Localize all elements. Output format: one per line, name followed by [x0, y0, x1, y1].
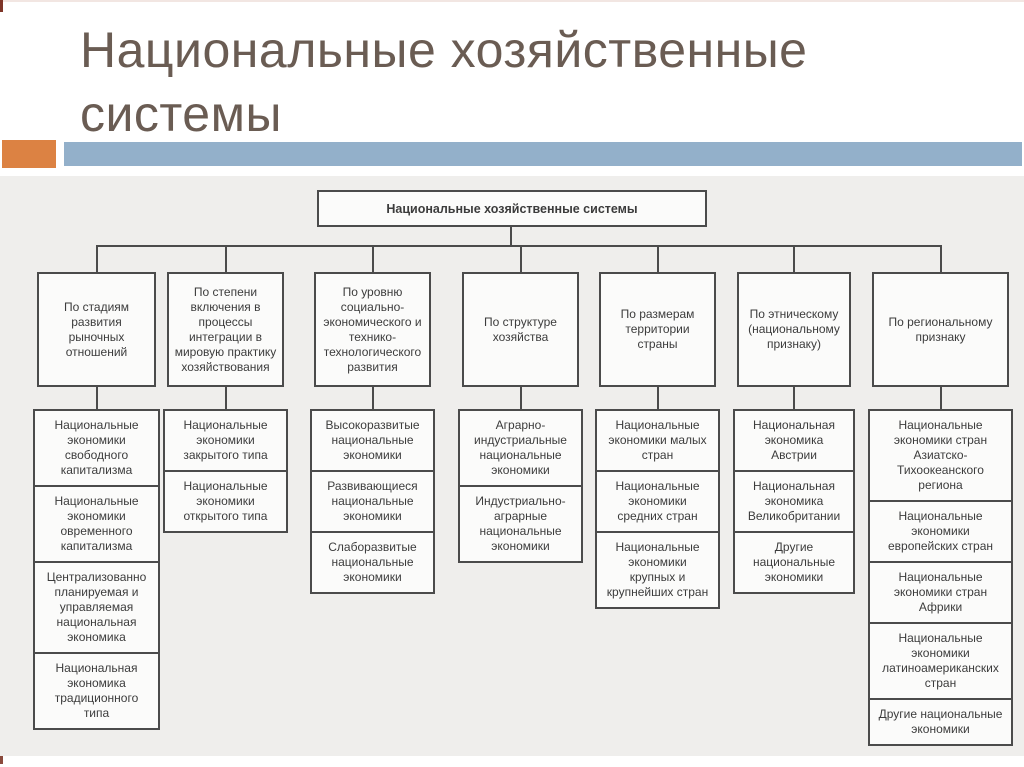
root-connector-stub: [510, 227, 512, 245]
column-header: По степени включения в процессы интеграции в мировую практику хозяйствования: [167, 272, 284, 387]
column-header: По региональному признаку: [872, 272, 1009, 387]
category-box: Национальные экономики малых стран: [595, 409, 720, 472]
category-box: Национальные экономики закрытого типа: [163, 409, 288, 472]
diagram: [0, 176, 1024, 756]
column-header: По уровню социально-экономического и технико-технологического развития: [314, 272, 431, 387]
page-title: Национальные хозяйственные системы: [80, 22, 808, 142]
diagram-column-5: [595, 272, 720, 609]
category-box: Национальная экономика Австрии: [733, 409, 855, 472]
category-box: Слаборазвитые национальные экономики: [310, 531, 435, 594]
category-box: Национальная экономика традиционного типа: [33, 652, 160, 730]
connector-stub: [225, 387, 227, 409]
diagram-column-1: [33, 272, 160, 730]
diagram-column-4: [458, 272, 583, 563]
root-box: Национальные хозяйственные системы: [317, 190, 707, 227]
column-children: [595, 409, 720, 609]
category-box: Национальные экономики овременного капитализма: [33, 485, 160, 563]
diagram-column-2: [163, 272, 288, 533]
category-box: Другие национальные экономики: [868, 698, 1013, 746]
column-children: [310, 409, 435, 594]
column-header: По этническому (национальному признаку): [737, 272, 851, 387]
column-header: По размерам территории страны: [599, 272, 716, 387]
column-children: [33, 409, 160, 730]
corner-mark-top: [0, 0, 3, 12]
category-box: Индустриально-аграрные национальные экономики: [458, 485, 583, 563]
diagram-column-7: [868, 272, 1013, 746]
category-box: Национальные экономики крупных и крупнейших стран: [595, 531, 720, 609]
category-box: Национальные экономики латиноамериканских стран: [868, 622, 1013, 700]
column-header: По структуре хозяйства: [462, 272, 579, 387]
column-children: [458, 409, 583, 563]
diagram-column-3: [310, 272, 435, 594]
category-box: Национальные экономики стран Азиатско-Тихоокеанского региона: [868, 409, 1013, 502]
category-box: Национальные экономики стран Африки: [868, 561, 1013, 624]
category-box: Высокоразвитые национальные экономики: [310, 409, 435, 472]
connector-stub: [940, 387, 942, 409]
column-children: [163, 409, 288, 533]
diagram-columns: [33, 272, 1013, 746]
slide-top-edge: [0, 0, 1024, 2]
category-box: Национальные экономики открытого типа: [163, 470, 288, 533]
column-header: По стадиям развития рыночных отношений: [37, 272, 156, 387]
connector-stub: [520, 387, 522, 409]
category-box: Аграрно-индустриальные национальные экономики: [458, 409, 583, 487]
category-box: Другие национальные экономики: [733, 531, 855, 594]
connector-stub: [372, 387, 374, 409]
category-box: Национальная экономика Великобритании: [733, 470, 855, 533]
category-box: Централизованно планируемая и управляемая национальная экономика: [33, 561, 160, 654]
category-box: Национальные экономики свободного капитализма: [33, 409, 160, 487]
category-box: Развивающиеся национальные экономики: [310, 470, 435, 533]
category-box: Национальные экономики европейских стран: [868, 500, 1013, 563]
connector-stub: [793, 387, 795, 409]
diagram-column-6: [733, 272, 855, 594]
column-children: [868, 409, 1013, 746]
connector-stub: [657, 387, 659, 409]
accent-bar: [64, 142, 1022, 166]
accent-square: [2, 140, 56, 168]
connector-stub: [96, 387, 98, 409]
column-children: [733, 409, 855, 594]
category-box: Национальные экономики средних стран: [595, 470, 720, 533]
